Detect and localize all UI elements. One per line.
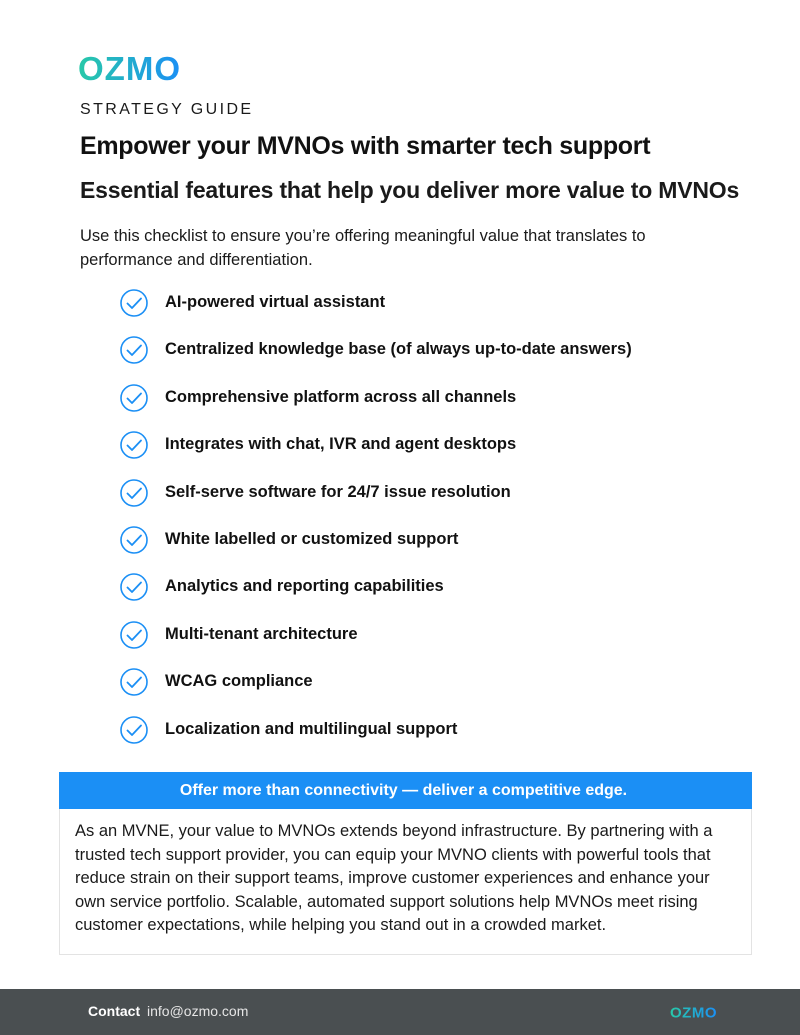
ozmo-logo-mark xyxy=(78,50,194,86)
checklist-item xyxy=(119,667,632,714)
check-circle-icon xyxy=(119,478,149,508)
check-circle-icon xyxy=(119,715,149,745)
checklist-item-label: Centralized knowledge base (of always up-to-date answers) xyxy=(165,340,632,359)
logo-text: OZMO xyxy=(78,50,181,86)
footer-logo-text: OZMO xyxy=(670,1004,717,1020)
checklist-item xyxy=(119,620,632,667)
checklist-item-label: Analytics and reporting capabilities xyxy=(165,577,444,596)
page-footer xyxy=(0,989,800,1035)
checklist-item-label: Integrates with chat, IVR and agent desktops xyxy=(165,435,517,454)
footer-ozmo-logo xyxy=(670,1004,722,1020)
check-circle-icon xyxy=(119,572,149,602)
check-circle-icon xyxy=(119,667,149,697)
checklist-item-label: AI-powered virtual assistant xyxy=(165,293,386,311)
callout-body: As an MVNE, your value to MVNOs extends beyond infrastructure. By partnering with a trusted tech support provider, you can equip your MVNO clients with powerful tools that reduce strain on their support teams, improve customer experiences and enhance your own service portfolio. Scalable, automated support solutions help MVNOs meet rising customer expectations, while helping you stand out in a crowded market. xyxy=(75,822,713,934)
check-circle-icon xyxy=(119,335,149,365)
checklist-item xyxy=(119,383,632,430)
checklist-item-label: WCAG compliance xyxy=(165,672,313,691)
footer-logo-mark xyxy=(670,1004,722,1020)
footer-contact xyxy=(88,1003,248,1019)
ozmo-logo xyxy=(78,50,194,86)
checklist-item-label: Self-serve software for 24/7 issue resolution xyxy=(165,482,511,501)
checklist-item xyxy=(119,572,632,619)
eyebrow-label: STRATEGY GUIDE xyxy=(80,101,254,118)
checklist-item xyxy=(119,525,632,572)
checklist-item-label: Multi-tenant architecture xyxy=(165,624,358,643)
check-circle-icon xyxy=(119,288,149,318)
checklist-item-label: Localization and multilingual support xyxy=(165,719,458,738)
contact-label: Contact xyxy=(88,1003,141,1019)
intro-paragraph: Use this checklist to ensure you’re offering meaningful value that translates to performance and differentiation. xyxy=(80,227,646,269)
checklist-item-label: Comprehensive platform across all channels xyxy=(165,387,517,406)
check-circle-icon xyxy=(119,620,149,650)
callout-box xyxy=(59,809,752,955)
feature-checklist xyxy=(119,288,632,762)
contact-email-link[interactable]: info@ozmo.com xyxy=(147,1003,249,1019)
callout-banner xyxy=(59,772,752,809)
check-circle-icon xyxy=(119,383,149,413)
checklist-item xyxy=(119,335,632,382)
checklist-item xyxy=(119,715,632,762)
checklist-item xyxy=(119,430,632,477)
checklist-item-label: White labelled or customized support xyxy=(165,529,459,548)
checklist-item xyxy=(119,478,632,525)
checklist-item xyxy=(119,288,632,335)
page-title: Empower your MVNOs with smarter tech support xyxy=(80,132,651,160)
page-subtitle: Essential features that help you deliver more value to MVNOs xyxy=(80,177,740,203)
check-circle-icon xyxy=(119,430,149,460)
check-circle-icon xyxy=(119,525,149,555)
callout-heading: Offer more than connectivity — deliver a competitive edge. xyxy=(179,781,628,799)
